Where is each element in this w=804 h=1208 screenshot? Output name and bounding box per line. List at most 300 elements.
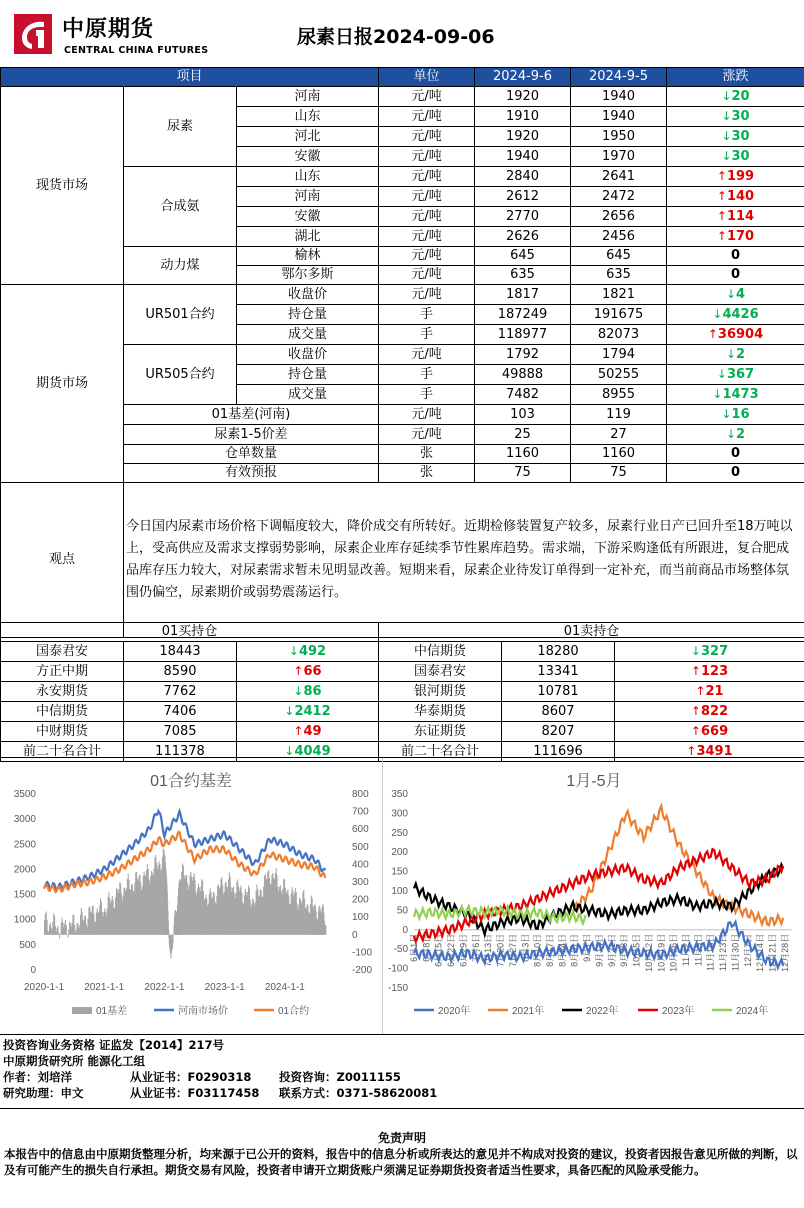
down-arrow-icon: ↓ [284,744,294,758]
y-right-tick-label: 500 [352,842,369,853]
legend-label: 2022年 [586,1004,618,1017]
charts-area [0,757,804,1035]
today-value: 103 [475,405,571,425]
x-tick-label: 10月26日 [669,934,679,972]
x-tick-label: 11月23日 [718,934,728,971]
x-tick-label: 7月6日 [471,934,481,962]
down-arrow-icon: ↓ [691,644,701,658]
today-value: 1160 [475,445,571,464]
y-left-tick-label: 1000 [14,915,37,926]
basis-bar [67,935,68,938]
today-value: 1910 [475,107,571,127]
basis-area-series [44,848,326,958]
table-row [1,87,804,107]
down-arrow-icon: ↓ [284,704,294,718]
down-arrow-icon: ↓ [712,307,722,321]
sell-volume: 13341 [502,662,615,682]
opinion-label: 观点 [1,483,124,638]
change-cell [667,187,804,207]
down-arrow-icon: ↓ [726,347,736,361]
chart-title: 01合约基差 [150,772,232,790]
basis-chart [0,758,382,1034]
down-arrow-icon: ↓ [721,129,731,143]
down-arrow-icon: ↓ [293,684,303,698]
change-value: 49 [303,724,321,739]
sell-volume: 10781 [502,682,615,702]
legend-label: 2023年 [662,1004,694,1017]
author-license: 从业证书：F0290318 [130,1069,251,1085]
item-label: 鄂尔多斯 [237,266,379,285]
up-arrow-icon: ↑ [293,664,303,678]
y-right-tick-label: -100 [352,947,372,958]
today-value: 75 [475,464,571,483]
up-arrow-icon: ↑ [708,327,718,341]
prev-value: 50255 [571,365,667,385]
prev-value: 1950 [571,127,667,147]
x-tick-label: 12月7日 [743,934,753,967]
spread-chart [384,758,804,1034]
company-logo-icon [14,14,52,54]
unit-cell: 元/吨 [379,167,475,187]
unit-cell: 元/吨 [379,147,475,167]
legend-label: 2020年 [438,1004,470,1017]
change-value: 0 [731,465,740,480]
x-tick-label: 6月8日 [421,934,431,962]
item-label: 榆林 [237,247,379,266]
prev-value: 191675 [571,305,667,325]
x-tick-label: 8月31日 [570,934,580,967]
legend-label: 01基差 [96,1004,127,1017]
down-arrow-icon: ↓ [721,109,731,123]
unit-cell: 元/吨 [379,207,475,227]
y-tick-label: 150 [391,867,408,878]
group-label: UR505合约 [124,345,237,405]
change-value: 170 [727,229,754,244]
unit-cell: 张 [379,445,475,464]
today-value: 187249 [475,305,571,325]
group-label: 动力煤 [124,247,237,285]
table-header-cell: 2024-9-6 [475,68,571,87]
unit-cell: 手 [379,385,475,405]
positions-row [1,642,804,662]
today-value: 1920 [475,87,571,107]
item-label: 河北 [237,127,379,147]
up-arrow-icon: ↑ [686,744,696,758]
change-cell [667,247,804,266]
x-tick-label: 6月29日 [458,934,468,967]
today-value: 2612 [475,187,571,207]
change-value: 2412 [294,704,330,719]
section-label: 期货市场 [1,285,124,483]
y-tick-label: 200 [391,847,408,858]
item-label: 尿素1-5价差 [124,425,379,445]
change-cell [667,147,804,167]
legend-swatch-basis [72,1007,92,1014]
unit-cell: 元/吨 [379,227,475,247]
prev-value: 2656 [571,207,667,227]
basis-bar [66,925,67,935]
item-label: 成交量 [237,325,379,345]
disclaimer-text: 本报告中的信息由中原期货整理分析，均来源于已公开的资料，报告中的信息分析或所表达的意见并不构成对投资的建议，投资者因报告意见所做的判断，以及有可能产生的损失自行承担。期货交易有风险，投资者申请开立期货账户须满足证券期货投资者适当性要求，具备匹配的风险承受能力。 [0,1146,804,1178]
institute-line: 中原期货研究所 能源化工组 [3,1053,145,1069]
chart-title: 1月-5月 [566,772,621,790]
down-arrow-icon: ↓ [721,407,731,421]
prev-value: 2456 [571,227,667,247]
up-arrow-icon: ↑ [717,229,727,243]
change-value: 4 [736,287,745,302]
x-tick-label: 11月2日 [681,934,691,966]
prev-value: 1970 [571,147,667,167]
x-tick-label: 12月21日 [768,934,778,972]
up-arrow-icon: ↑ [717,209,727,223]
disclaimer [0,1108,804,1208]
y-right-tick-label: 700 [352,807,369,818]
down-arrow-icon: ↓ [726,287,736,301]
y-left-tick-label: 2000 [14,864,37,875]
change-value: 2 [736,347,745,362]
item-label: 湖北 [237,227,379,247]
table-header-cell: 涨跌 [667,68,804,87]
change-value: 3491 [696,744,732,759]
change-value: 199 [727,169,754,184]
change-cell [667,207,804,227]
change-cell [237,722,379,742]
unit-cell: 手 [379,365,475,385]
change-cell [667,227,804,247]
today-value: 635 [475,266,571,285]
y-left-tick-label: 2500 [14,839,37,850]
sell-broker: 华泰期货 [379,702,502,722]
x-tick-label: 8月24日 [557,934,567,967]
change-cell [667,167,804,187]
item-label: 河南 [237,87,379,107]
price-table [0,67,804,638]
author: 作者：刘培洋 [3,1069,72,1085]
change-cell [237,642,379,662]
prev-value: 1160 [571,445,667,464]
unit-cell: 元/吨 [379,107,475,127]
change-value: 367 [727,367,754,382]
unit-cell: 元/吨 [379,187,475,207]
positions-row [1,662,804,682]
today-value: 1940 [475,147,571,167]
group-label: 合成氨 [124,167,237,247]
y-tick-label: 300 [391,808,408,819]
table-header-cell: 2024-9-5 [571,68,667,87]
change-cell [667,365,804,385]
x-tick-label: 10月5日 [632,934,642,967]
y-tick-label: 50 [397,905,409,916]
change-cell [667,345,804,365]
y-left-tick-label: 500 [19,940,36,951]
up-arrow-icon: ↑ [691,724,701,738]
today-value: 2840 [475,167,571,187]
y-left-tick-label: 1500 [14,890,37,901]
y-right-tick-label: 200 [352,895,369,906]
buy-volume: 18443 [124,642,237,662]
buy-broker: 国泰君安 [1,642,124,662]
change-value: 66 [303,664,321,679]
change-cell [667,266,804,285]
y-right-tick-label: 400 [352,859,369,870]
x-tick-label: 2023-1-1 [205,982,245,993]
change-value: 0 [731,248,740,263]
logo-chinese-text: 中原期货 [62,12,154,43]
change-cell [667,405,804,425]
item-label: 持仓量 [237,305,379,325]
today-value: 49888 [475,365,571,385]
y-tick-label: 0 [402,925,408,936]
change-value: 669 [701,724,728,739]
change-cell [667,385,804,405]
legend-label: 2024年 [736,1004,768,1017]
sell-title: 01卖持仓 [379,623,804,642]
y-right-tick-label: 300 [352,877,369,888]
item-label: 安徽 [237,207,379,227]
prev-value: 645 [571,247,667,266]
change-value: 30 [732,129,750,144]
x-tick-label: 9月14日 [594,934,604,967]
up-arrow-icon: ↑ [691,704,701,718]
change-value: 1473 [722,387,758,402]
unit-cell: 手 [379,305,475,325]
prev-value: 2472 [571,187,667,207]
down-arrow-icon: ↓ [721,149,731,163]
down-arrow-icon: ↓ [721,89,731,103]
y-left-tick-label: 3000 [14,814,37,825]
change-value: 20 [732,89,750,104]
x-tick-label: 6月22日 [446,934,456,967]
change-cell [237,662,379,682]
x-tick-label: 12月28日 [780,934,790,972]
y-right-tick-label: 100 [352,912,369,923]
prev-value: 119 [571,405,667,425]
change-cell [667,127,804,147]
y-right-tick-label: 0 [352,930,358,941]
x-tick-label: 12月14日 [755,934,765,972]
item-label: 山东 [237,167,379,187]
sell-broker: 东证期货 [379,722,502,742]
x-tick-label: 9月7日 [582,934,592,962]
y-tick-label: 250 [391,828,408,839]
item-label: 安徽 [237,147,379,167]
today-value: 7482 [475,385,571,405]
x-tick-label: 11月16日 [706,934,716,971]
prev-value: 2641 [571,167,667,187]
today-value: 1792 [475,345,571,365]
x-tick-label: 11月30日 [730,934,740,971]
change-cell [667,107,804,127]
author-advisory: 投资咨询：Z0011155 [279,1069,401,1085]
sell-volume: 18280 [502,642,615,662]
buy-broker: 前二十名合计 [1,742,124,762]
today-value: 2626 [475,227,571,247]
prev-value: 1794 [571,345,667,365]
change-cell [615,702,804,722]
y-right-tick-label: 800 [352,789,369,800]
x-tick-label: 2022-1-1 [144,982,184,993]
sell-broker: 银河期货 [379,682,502,702]
basis-bar [59,935,60,939]
unit-cell: 元/吨 [379,405,475,425]
change-cell [615,642,804,662]
today-value: 1817 [475,285,571,305]
unit-cell: 元/吨 [379,345,475,365]
positions-row [1,722,804,742]
today-value: 645 [475,247,571,266]
up-arrow-icon: ↑ [695,684,705,698]
buy-broker: 方正中期 [1,662,124,682]
item-label: 有效预报 [124,464,379,483]
unit-cell: 元/吨 [379,87,475,107]
down-arrow-icon: ↓ [726,427,736,441]
sell-volume: 8207 [502,722,615,742]
table-header-row [1,68,804,87]
item-label: 山东 [237,107,379,127]
y-tick-label: -50 [394,944,409,955]
x-tick-label: 6月15日 [434,934,444,967]
unit-cell: 元/吨 [379,285,475,305]
change-value: 492 [299,644,326,659]
logo-english-text: CENTRAL CHINA FUTURES [64,45,208,56]
y-right-tick-label: 600 [352,824,369,835]
change-cell [667,464,804,483]
disclaimer-title: 免责声明 [0,1129,804,1146]
unit-cell: 元/吨 [379,266,475,285]
sell-volume: 8607 [502,702,615,722]
change-cell [615,682,804,702]
change-value: 30 [732,149,750,164]
x-tick-label: 2021-1-1 [84,982,124,993]
prev-value: 635 [571,266,667,285]
change-value: 0 [731,446,740,461]
item-label: 成交量 [237,385,379,405]
opinion-text: 今日国内尿素市场价格下调幅度较大，降价成交有所转好。近期检修装置复产较多，尿素行业日产已回升至18万吨以上，受高供应及需求支撑弱势影响，尿素企业库存延续季节性累库趋势。需求端，下游采购逢低有所跟进，复合肥成品库存压力较大，对尿素需求暂未见明显改善。短期来看，尿素企业待发订单得到一定补充，而当前商品市场整体氛围仍偏空，尿素期价或弱势震荡运行。 [124,516,804,604]
unit-cell: 元/吨 [379,425,475,445]
change-value: 16 [732,407,750,422]
sell-broker: 国泰君安 [379,662,502,682]
buy-volume: 111378 [124,742,237,762]
change-cell [615,662,804,682]
x-tick-label: 2020-1-1 [24,982,64,993]
change-cell [237,702,379,722]
basis-bar [325,925,326,935]
assistant-license: 从业证书：F03117458 [130,1085,259,1101]
change-cell [667,87,804,107]
prev-value: 8955 [571,385,667,405]
prev-value: 1940 [571,107,667,127]
contact: 联系方式：0371-58620081 [279,1085,437,1101]
section-label: 现货市场 [1,87,124,285]
change-value: 123 [701,664,728,679]
prev-value: 1940 [571,87,667,107]
up-arrow-icon: ↑ [717,189,727,203]
change-cell [667,305,804,325]
change-cell [667,425,804,445]
buy-broker: 永安期货 [1,682,124,702]
legend-label: 2021年 [512,1004,544,1017]
positions-header-row [1,623,804,642]
buy-volume: 7406 [124,702,237,722]
y-left-tick-label: 0 [30,965,36,976]
change-value: 86 [303,684,321,699]
x-tick-label: 10月12日 [644,934,654,972]
unit-cell: 手 [379,325,475,345]
change-value: 4049 [294,744,330,759]
table-header-cell: 项目 [1,68,379,87]
buy-volume: 7762 [124,682,237,702]
change-value: 30 [732,109,750,124]
x-tick-label: 2024-1-1 [265,982,305,993]
change-cell [237,682,379,702]
change-value: 21 [706,684,724,699]
x-tick-label: 9月28日 [619,934,629,967]
change-value: 0 [731,267,740,282]
change-cell [615,722,804,742]
basis-bar [168,930,169,935]
change-value: 140 [727,189,754,204]
y-tick-label: -150 [388,983,408,994]
today-value: 2770 [475,207,571,227]
table-row [1,285,804,305]
change-value: 822 [701,704,728,719]
sell-broker: 前二十名合计 [379,742,502,762]
change-value: 36904 [718,327,763,342]
up-arrow-icon: ↑ [717,169,727,183]
x-tick-label: 7月20日 [496,934,506,967]
x-tick-label: 7月13日 [483,934,493,967]
group-label: 尿素 [124,87,237,167]
y-right-tick-label: -200 [352,965,372,976]
prev-value: 27 [571,425,667,445]
y-tick-label: 350 [391,789,408,800]
x-tick-label: 9月21日 [607,934,617,967]
x-tick-label: 10月19日 [656,934,666,972]
positions-table [0,622,804,762]
change-value: 114 [727,209,754,224]
positions-row [1,682,804,702]
sell-volume: 111696 [502,742,615,762]
up-arrow-icon: ↑ [691,664,701,678]
item-label: 河南 [237,187,379,207]
change-cell [667,285,804,305]
assistant: 研究助理：申文 [3,1085,84,1101]
item-label: 收盘价 [237,285,379,305]
x-tick-label: 8月10日 [533,934,543,967]
change-cell [667,445,804,464]
y-tick-label: 100 [391,886,408,897]
x-tick-label: 6月1日 [409,934,419,962]
down-arrow-icon: ↓ [289,644,299,658]
today-value: 118977 [475,325,571,345]
page-title: 尿素日报2024-09-06 [297,22,495,49]
positions-row [1,702,804,722]
prev-value: 82073 [571,325,667,345]
y-left-tick-label: 3500 [14,789,37,800]
unit-cell: 元/吨 [379,127,475,147]
qualification-line: 投资咨询业务资格 证监发【2014】217号 [3,1037,224,1053]
table-header-cell: 单位 [379,68,475,87]
prev-value: 75 [571,464,667,483]
buy-volume: 8590 [124,662,237,682]
change-value: 4426 [722,307,758,322]
item-label: 持仓量 [237,365,379,385]
prev-value: 1821 [571,285,667,305]
basis-bar [172,935,173,943]
x-tick-label: 8月3日 [520,934,530,962]
change-value: 327 [701,644,728,659]
change-cell [667,325,804,345]
